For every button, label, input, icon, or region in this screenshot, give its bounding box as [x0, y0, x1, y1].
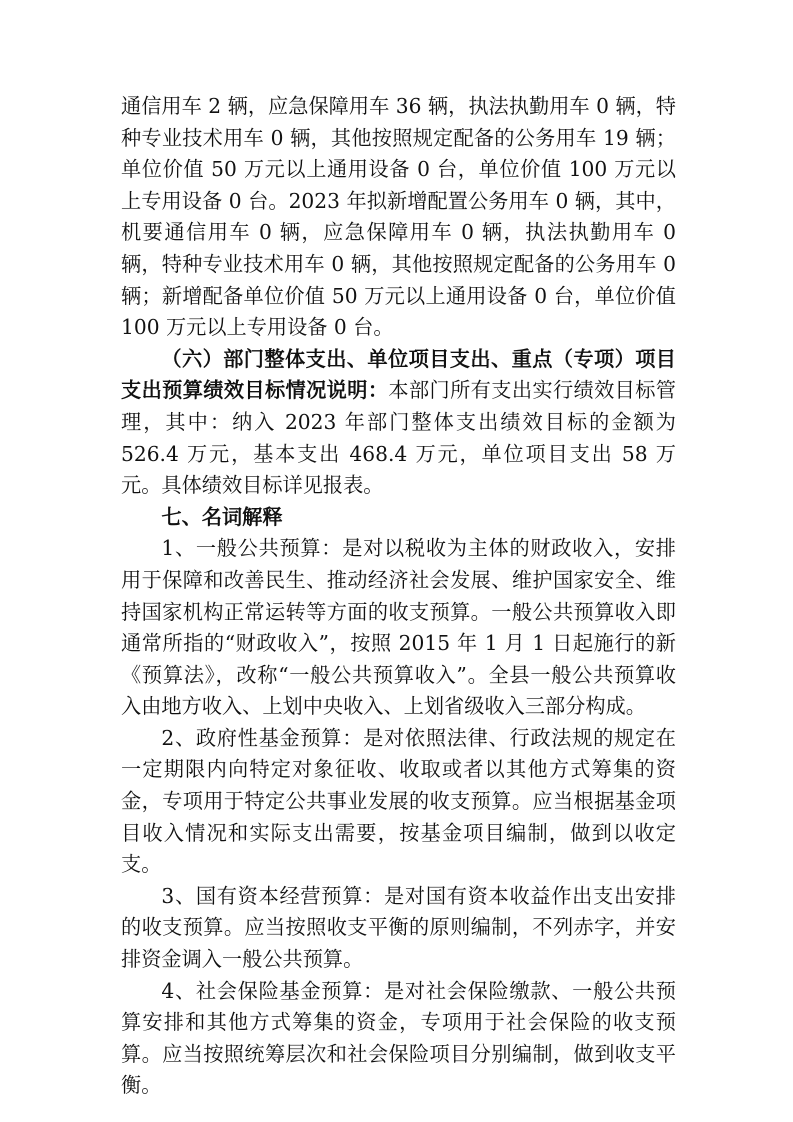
definition-general-budget: 1、一般公共预算：是对以税收为主体的财政收入，安排用于保障和改善民生、推动经济社会发展、维护国家安全、维持国家机构正常运转等方面的收支预算。一般公共预算收入即通常所指的“财政收入”，按照 2015 年 1 月 1 日起施行的新《预算法》，改称“一般公共预算收入”。全县一般公共预算收入由地方收入、上划中央收入、上划省级收入三部分构成。: [121, 536, 676, 719]
section6-body: 本部门所有支出实行绩效目标管理，其中：纳入 2023 年部门整体支出绩效目标的金额为 526.4 万元，基本支出 468.4 万元，单位项目支出 58 万元。具体绩效目标详见报表。: [121, 378, 676, 498]
definition-state-capital-budget: 3、国有资本经营预算：是对国有资本收益作出支出安排的收支预算。应当按照收支平衡的原则编制，不列赤字，并安排资金调入一般公共预算。: [121, 883, 676, 972]
section7-heading: 七、名词解释: [161, 504, 283, 529]
section6-heading: （六）部门整体支出、单位项目支出、重点（专项）项目支出预算绩效目标情况说明：: [121, 346, 676, 403]
performance-paragraph: [121, 344, 676, 502]
vehicle-paragraph: 通信用车 2 辆，应急保障用车 36 辆，执法执勤用车 0 辆，特种专业技术用车 0 辆，其他按照规定配备的公务用车 19 辆；单位价值 50 万元以上通用设备 0 台，单位价值 100 万元以上专用设备 0 台。2023 年拟新增配置公务用车 0 辆，其中，机要通信用车 0 辆，应急保障用车 0 辆，执法执勤用车 0 辆，特种专业技术用车 0 辆，其他按照规定配备的公务用车 0 辆；新增配备单位价值 50 万元以上通用设备 0 台，单位价值 100 万元以上专用设备 0 台。: [121, 94, 676, 340]
definition-government-fund-budget: 2、政府性基金预算：是对依照法律、行政法规的规定在一定期限内向特定对象征收、收取或者以其他方式筹集的资金，专项用于特定公共事业发展的收支预算。应当根据基金项目收入情况和实际支出需要，按基金项目编制，做到以收定支。: [121, 725, 676, 877]
document-body: [121, 91, 676, 1102]
definition-social-insurance-budget: 4、社会保险基金预算：是对社会保险缴款、一般公共预算安排和其他方式筹集的资金，专项用于社会保险的收支预算。应当按照统筹层次和社会保险项目分别编制，做到收支平衡。: [121, 978, 676, 1098]
